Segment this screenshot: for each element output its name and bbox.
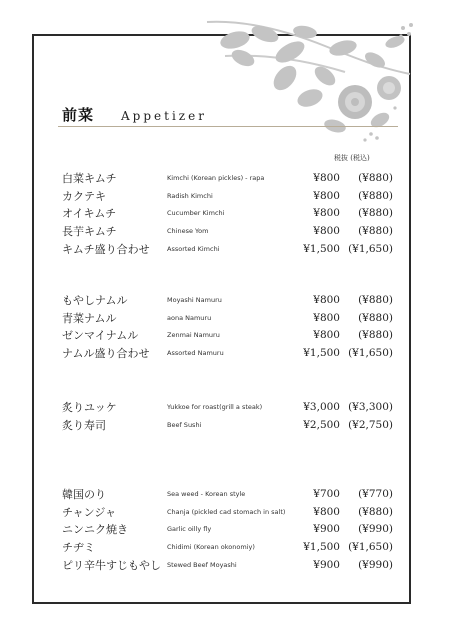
menu-item-name-en: Cucumber Kimchi (167, 209, 225, 218)
menu-item-price: ¥1,500 (303, 347, 340, 360)
menu-item-price: ¥1,500 (303, 242, 340, 255)
menu-item-name-en: Chinese Yom (167, 227, 209, 236)
menu-item-name-jp: チヂミ (62, 541, 95, 555)
menu-title (62, 104, 207, 128)
menu-item (0, 292, 453, 309)
menu-item-price-with-tax: (¥990) (358, 558, 393, 571)
menu-item-name-jp: 炙り寿司 (62, 418, 106, 432)
menu-item-name-jp: 炙りユッケ (62, 401, 117, 414)
menu-item-name-jp: チャンジャ (62, 505, 117, 519)
menu-item-name-jp: ゼンマイナムル (62, 329, 139, 343)
menu-item-name-en: Assorted Namuru (167, 349, 224, 358)
menu-item-name-en: Beef Sushi (167, 420, 202, 429)
menu-item-name-en: Chidimi (Korean okonomiy) (167, 543, 255, 552)
menu-item-name-en: Yukkoe for roast(grill a steak) (167, 403, 263, 411)
menu-item-price: ¥900 (313, 523, 340, 536)
menu-item-price-with-tax: (¥2,750) (348, 418, 393, 431)
menu-item-name-jp: もやしナムル (62, 294, 128, 307)
menu-item-name-en: Stewed Beef Moyashi (167, 560, 237, 569)
menu-item-price-with-tax: (¥880) (358, 189, 393, 202)
menu-item (0, 327, 453, 344)
menu-item-name-jp: ニンニク焼き (62, 523, 128, 537)
menu-item-price-with-tax: (¥880) (358, 505, 393, 518)
menu-item-price-with-tax: (¥880) (358, 207, 393, 220)
menu-item-name-jp: キムチ盛り合わせ (62, 242, 150, 256)
menu-item (0, 310, 453, 327)
menu-item-name-en: Radish Kimchi (167, 191, 213, 200)
menu-item-price-with-tax: (¥3,300) (348, 401, 393, 413)
menu-item (0, 486, 453, 503)
menu-item-price-with-tax: (¥770) (358, 488, 393, 500)
menu-item-name-en: Sea weed - Korean style (167, 490, 246, 498)
menu-item-name-jp: カクテキ (62, 189, 106, 203)
menu-item (0, 557, 453, 574)
menu-item-name-jp: ナムル盛り合わせ (62, 347, 150, 361)
menu-item-price: ¥800 (313, 311, 340, 324)
menu-item (0, 188, 453, 205)
menu-item-price: ¥800 (313, 189, 340, 202)
menu-item-price-with-tax: (¥990) (358, 523, 393, 536)
title-japanese: 前菜 (62, 106, 95, 124)
menu-item-price-with-tax: (¥880) (358, 311, 393, 324)
menu-item (0, 223, 453, 240)
menu-item (0, 521, 453, 538)
menu-item-price: ¥800 (313, 505, 340, 518)
menu-item-name-en: Moyashi Namuru (167, 296, 222, 304)
menu-item-name-jp: 長芋キムチ (62, 225, 117, 239)
menu-item-name-en: Garlic oilly fly (167, 525, 212, 534)
menu-item-price: ¥3,000 (303, 401, 340, 413)
menu-item-price: ¥800 (313, 225, 340, 238)
menu-item-name-jp: オイキムチ (62, 207, 117, 221)
menu-item-price: ¥800 (313, 329, 340, 342)
tax-note: 税抜 (税込) (334, 154, 370, 162)
menu-item (0, 539, 453, 556)
menu-item-name-jp: 青菜ナムル (62, 311, 117, 325)
floral-decoration (205, 16, 420, 144)
menu-item-price-with-tax: (¥880) (358, 294, 393, 306)
menu-item (0, 399, 453, 416)
menu-item-name-en: Zenmai Namuru (167, 331, 220, 340)
menu-item-price: ¥800 (313, 294, 340, 306)
menu-item-name-en: Kimchi (Korean pickles) - rapa (167, 174, 265, 182)
menu-item-price: ¥1,500 (303, 541, 340, 554)
menu-item-price-with-tax: (¥1,650) (348, 242, 393, 255)
menu-item-price: ¥700 (313, 488, 340, 500)
menu-item-name-en: Assorted Kimchi (167, 244, 220, 253)
menu-item-name-jp: ピリ辛牛すじもやし (62, 558, 161, 572)
title-divider (58, 126, 398, 127)
menu-item (0, 241, 453, 258)
menu-item-price-with-tax: (¥880) (358, 329, 393, 342)
menu-item-name-jp: 白菜キムチ (62, 172, 117, 185)
title-english: Appetizer (121, 109, 207, 123)
menu-item-price-with-tax: (¥880) (358, 172, 393, 184)
menu-item (0, 345, 453, 362)
menu-item-price: ¥800 (313, 172, 340, 184)
menu-item-price-with-tax: (¥1,650) (348, 347, 393, 360)
menu-item-price: ¥900 (313, 558, 340, 571)
menu-item-price-with-tax: (¥880) (358, 225, 393, 238)
menu-item-price: ¥800 (313, 207, 340, 220)
menu-item (0, 504, 453, 521)
menu-item-name-jp: 韓国のり (62, 488, 106, 501)
menu-item (0, 417, 453, 434)
menu-item-name-en: aona Namuru (167, 313, 212, 322)
menu-item-price: ¥2,500 (303, 418, 340, 431)
menu-item (0, 170, 453, 187)
menu-item-name-en: Chanja (pickled cad stomach in salt) (167, 507, 286, 516)
menu-item-price-with-tax: (¥1,650) (348, 541, 393, 554)
menu-item (0, 205, 453, 222)
